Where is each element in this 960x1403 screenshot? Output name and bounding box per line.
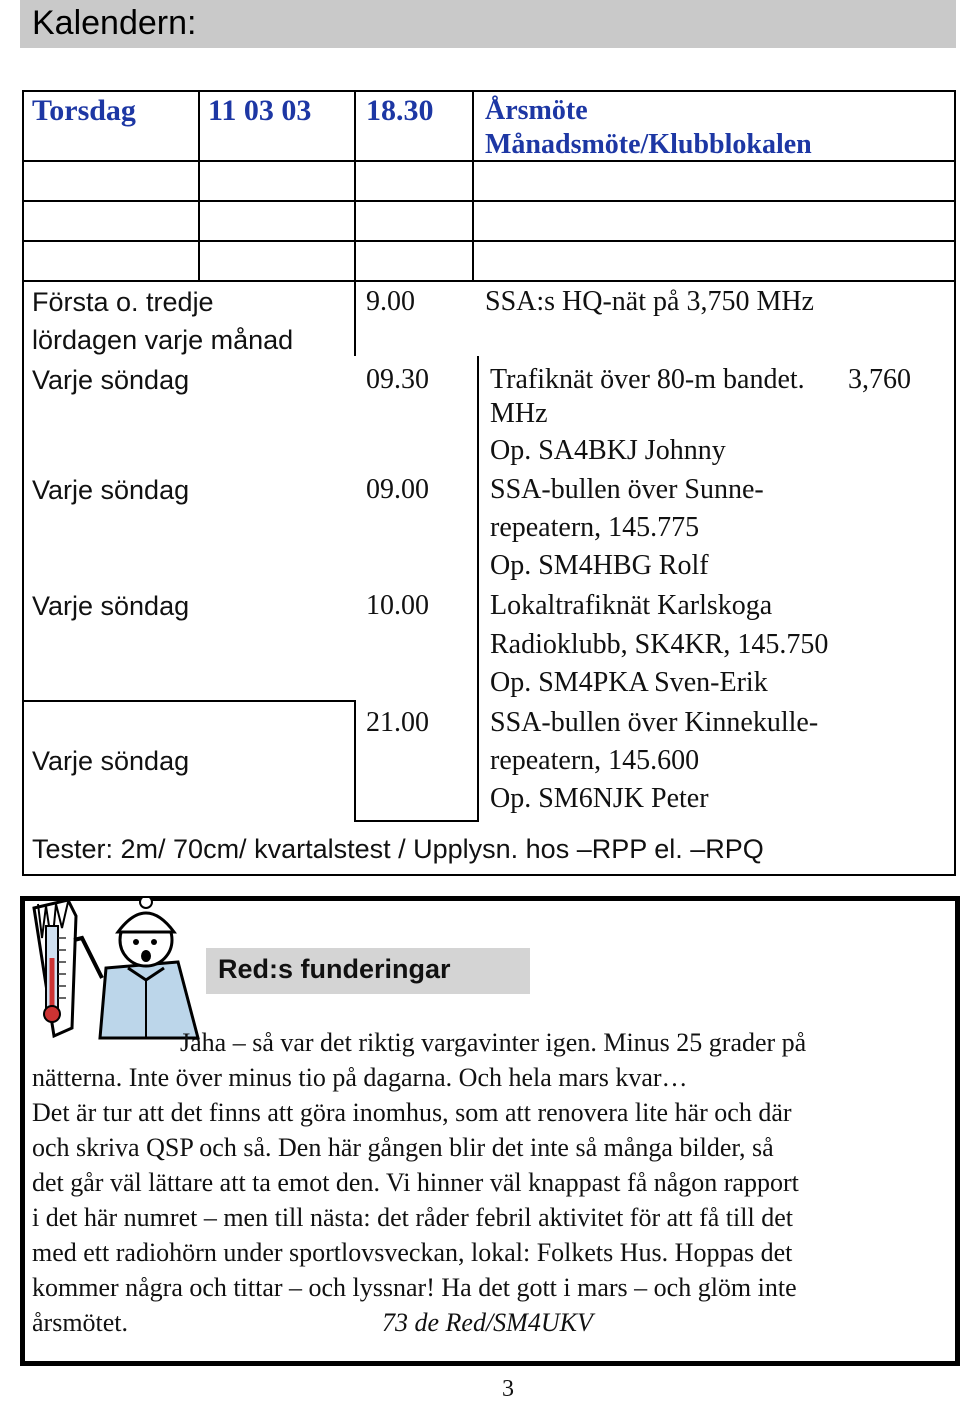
editor-heading [206, 948, 530, 994]
editor-text-line: kommer några och tittar – och lyssnar! Ha det gott i mars – och glöm inte [32, 1273, 797, 1302]
page-number: 3 [502, 1376, 514, 1402]
meeting-location: Månadsmöte/Klubblokalen [485, 129, 812, 160]
table-rule [22, 200, 956, 202]
schedule-operator: Op. SM4HBG Rolf [490, 550, 709, 581]
meeting-event: Årsmöte [485, 95, 588, 126]
meeting-date: 11 03 03 [208, 94, 312, 127]
editor-text-line: det går väl lättare att ta emot den. Vi hinner väl knappast få någon rapport [32, 1168, 799, 1197]
table-rule [477, 356, 479, 822]
schedule-event: Radioklubb, SK4KR, 145.750 [490, 629, 829, 660]
schedule-when: Första o. tredje [32, 287, 214, 317]
schedule-event: SSA-bullen över Sunne- [490, 474, 764, 505]
schedule-time: 09.00 [366, 474, 429, 505]
section-title: Kalendern: [32, 4, 197, 42]
schedule-event: Lokaltrafiknät Karlskoga [490, 590, 773, 621]
editor-text-line: årsmötet. [32, 1308, 129, 1337]
table-rule [354, 90, 356, 356]
schedule-frequency: 3,760 [848, 364, 911, 395]
schedule-when: lördagen varje månad [32, 325, 294, 355]
editor-signature: 73 de Red/SM4UKV [382, 1308, 593, 1337]
editor-text-line: Det är tur att det finns att göra inomhus, som att renovera lite här och där [32, 1098, 792, 1127]
editor-text-line: och skriva QSP och så. Den här gången blir det inte så många bilder, så [32, 1133, 774, 1162]
editor-heading-text: Red:s funderingar [218, 954, 451, 984]
schedule-event: SSA-bullen över Kinnekulle- [490, 707, 819, 738]
editor-text-line: nätterna. Inte över minus tio på dagarna. Och hela mars kvar… [32, 1063, 688, 1092]
editor-text-line: Jaha – så var det riktig vargavinter igen. Minus 25 grader på [180, 1028, 807, 1057]
table-rule [472, 90, 474, 280]
schedule-time: 09.30 [366, 364, 429, 395]
tester-info: Tester: 2m/ 70cm/ kvartalstest / Upplysn. hos –RPP el. –RPQ [32, 834, 764, 864]
table-rule [354, 700, 356, 822]
schedule-event: Trafiknät över 80-m bandet. [490, 364, 805, 395]
table-rule [356, 820, 479, 822]
schedule-event: repeatern, 145.600 [490, 745, 700, 776]
schedule-time: 9.00 [366, 286, 415, 317]
schedule-event: SSA:s HQ-nät på 3,750 MHz [485, 286, 814, 317]
schedule-operator: Op. SM6NJK Peter [490, 783, 709, 814]
schedule-operator: Op. SA4BKJ Johnny [490, 435, 726, 466]
schedule-when: Varje söndag [32, 475, 190, 505]
table-rule [22, 280, 956, 282]
schedule-when: Varje söndag [32, 365, 190, 395]
schedule-operator: Op. SM4PKA Sven-Erik [490, 667, 768, 698]
table-rule [198, 90, 200, 280]
schedule-when: Varje söndag [32, 591, 190, 621]
editor-text-line: i det här numret – men till nästa: det råder febril aktivitet för att få till det [32, 1203, 793, 1232]
schedule-time: 21.00 [366, 707, 429, 738]
schedule-when: Varje söndag [32, 746, 190, 776]
schedule-time: 10.00 [366, 590, 429, 621]
table-rule [22, 700, 356, 702]
schedule-event: repeatern, 145.775 [490, 512, 700, 543]
section-header [20, 0, 956, 48]
schedule-event: MHz [490, 398, 548, 429]
editor-text-line: med ett radiohörn under sportlovsveckan, lokal: Folkets Hus. Hoppas det [32, 1238, 793, 1267]
meeting-time: 18.30 [366, 94, 434, 127]
meeting-day: Torsdag [32, 94, 136, 127]
table-rule [22, 240, 956, 242]
